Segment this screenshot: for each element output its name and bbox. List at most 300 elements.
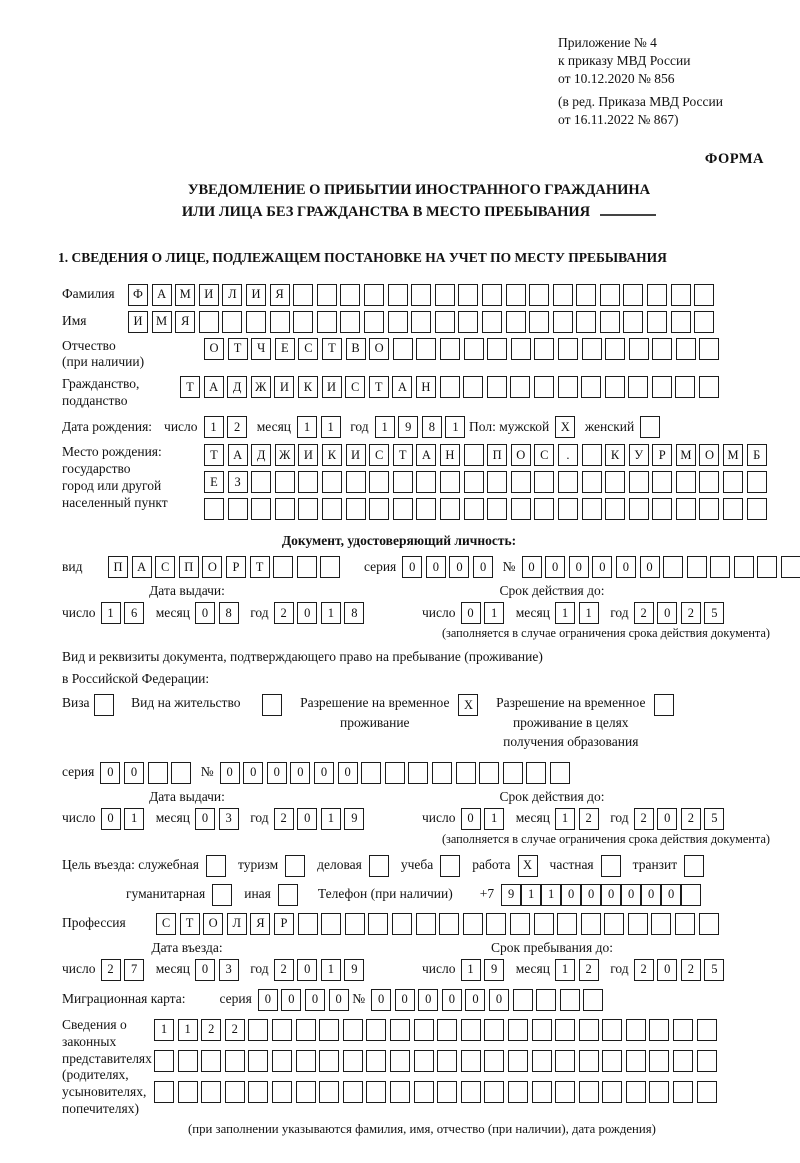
- form-cell[interactable]: [346, 498, 366, 520]
- form-cell[interactable]: 0: [641, 884, 661, 906]
- form-cell[interactable]: [628, 376, 648, 398]
- form-cell[interactable]: 0: [601, 884, 621, 906]
- form-cell[interactable]: Л: [222, 284, 242, 306]
- form-cell[interactable]: Т: [228, 338, 248, 360]
- form-cell[interactable]: [534, 338, 554, 360]
- form-cell[interactable]: [747, 498, 767, 520]
- form-cell[interactable]: 0: [581, 884, 601, 906]
- form-cell[interactable]: [579, 1081, 599, 1103]
- form-cell[interactable]: [272, 1019, 292, 1041]
- form-cell[interactable]: С: [369, 444, 389, 466]
- form-cell[interactable]: [484, 1050, 504, 1072]
- form-cell[interactable]: [393, 498, 413, 520]
- form-cell[interactable]: Т: [393, 444, 413, 466]
- purpose-other-checkbox[interactable]: [278, 884, 298, 906]
- doc-number-boxes[interactable]: [522, 556, 800, 578]
- residence-permit-checkbox[interactable]: [262, 694, 282, 716]
- form-cell[interactable]: [649, 1050, 669, 1072]
- form-cell[interactable]: П: [108, 556, 128, 578]
- form-cell[interactable]: [647, 311, 667, 333]
- form-cell[interactable]: 0: [100, 762, 120, 784]
- form-cell[interactable]: 1: [461, 959, 481, 981]
- representatives-row1[interactable]: [154, 1019, 720, 1041]
- form-cell[interactable]: 0: [101, 808, 121, 830]
- identity-issue-month[interactable]: [195, 602, 242, 624]
- form-cell[interactable]: [343, 1019, 363, 1041]
- form-cell[interactable]: [482, 284, 502, 306]
- purpose-tourism-checkbox[interactable]: [285, 855, 305, 877]
- form-cell[interactable]: [322, 471, 342, 493]
- form-cell[interactable]: [393, 338, 413, 360]
- form-cell[interactable]: Д: [251, 444, 271, 466]
- form-cell[interactable]: [390, 1019, 410, 1041]
- form-cell[interactable]: 0: [522, 556, 542, 578]
- form-cell[interactable]: [361, 762, 381, 784]
- form-cell[interactable]: [511, 338, 531, 360]
- form-cell[interactable]: Е: [204, 471, 224, 493]
- form-cell[interactable]: [534, 471, 554, 493]
- form-cell[interactable]: [440, 498, 460, 520]
- form-cell[interactable]: [275, 471, 295, 493]
- form-cell[interactable]: М: [152, 311, 172, 333]
- form-cell[interactable]: [555, 1081, 575, 1103]
- form-cell[interactable]: 0: [258, 989, 278, 1011]
- form-cell[interactable]: 2: [201, 1019, 221, 1041]
- form-cell[interactable]: [582, 498, 602, 520]
- form-cell[interactable]: 2: [579, 959, 599, 981]
- form-cell[interactable]: 1: [555, 959, 575, 981]
- form-cell[interactable]: 5: [704, 808, 724, 830]
- form-cell[interactable]: [558, 471, 578, 493]
- form-cell[interactable]: [555, 1019, 575, 1041]
- form-cell[interactable]: 0: [545, 556, 565, 578]
- form-cell[interactable]: [392, 913, 412, 935]
- form-cell[interactable]: [503, 762, 523, 784]
- form-cell[interactable]: [440, 471, 460, 493]
- form-cell[interactable]: 1: [375, 416, 395, 438]
- form-cell[interactable]: [532, 1019, 552, 1041]
- form-cell[interactable]: [675, 376, 695, 398]
- purpose-work-checkbox[interactable]: X: [518, 855, 538, 877]
- form-cell[interactable]: 0: [640, 556, 660, 578]
- form-cell[interactable]: 0: [371, 989, 391, 1011]
- form-cell[interactable]: [553, 284, 573, 306]
- form-cell[interactable]: [297, 556, 317, 578]
- form-cell[interactable]: 5: [704, 959, 724, 981]
- form-cell[interactable]: [673, 1081, 693, 1103]
- form-cell[interactable]: 1: [124, 808, 144, 830]
- form-cell[interactable]: [663, 556, 683, 578]
- form-cell[interactable]: П: [179, 556, 199, 578]
- form-cell[interactable]: [340, 311, 360, 333]
- form-cell[interactable]: 0: [592, 556, 612, 578]
- form-cell[interactable]: [550, 762, 570, 784]
- residence-series-boxes[interactable]: [100, 762, 194, 784]
- form-cell[interactable]: 2: [274, 602, 294, 624]
- form-cell[interactable]: [248, 1081, 268, 1103]
- form-cell[interactable]: 1: [541, 884, 561, 906]
- form-cell[interactable]: [511, 498, 531, 520]
- form-cell[interactable]: [699, 338, 719, 360]
- sex-male-checkbox[interactable]: X: [555, 416, 575, 438]
- form-cell[interactable]: 8: [422, 416, 442, 438]
- form-cell[interactable]: В: [346, 338, 366, 360]
- form-cell[interactable]: [747, 471, 767, 493]
- form-cell[interactable]: 1: [178, 1019, 198, 1041]
- form-cell[interactable]: 1: [484, 808, 504, 830]
- form-cell[interactable]: [652, 338, 672, 360]
- form-cell[interactable]: 0: [657, 602, 677, 624]
- form-cell[interactable]: .: [558, 444, 578, 466]
- form-cell[interactable]: [486, 913, 506, 935]
- form-cell[interactable]: 9: [344, 808, 364, 830]
- entry-day[interactable]: [101, 959, 148, 981]
- form-cell[interactable]: [694, 284, 714, 306]
- form-cell[interactable]: [319, 1019, 339, 1041]
- form-cell[interactable]: 8: [344, 602, 364, 624]
- birth-place-row3[interactable]: [204, 498, 770, 520]
- form-cell[interactable]: [463, 913, 483, 935]
- form-cell[interactable]: 0: [442, 989, 462, 1011]
- form-cell[interactable]: [676, 498, 696, 520]
- form-cell[interactable]: [225, 1081, 245, 1103]
- form-cell[interactable]: 1: [555, 602, 575, 624]
- form-cell[interactable]: [437, 1081, 457, 1103]
- form-cell[interactable]: 2: [274, 959, 294, 981]
- form-cell[interactable]: [435, 284, 455, 306]
- form-cell[interactable]: [513, 989, 533, 1011]
- form-cell[interactable]: 1: [321, 808, 341, 830]
- form-cell[interactable]: [623, 311, 643, 333]
- form-cell[interactable]: 0: [473, 556, 493, 578]
- form-cell[interactable]: [757, 556, 777, 578]
- form-cell[interactable]: [201, 1081, 221, 1103]
- form-cell[interactable]: [676, 471, 696, 493]
- sex-female-checkbox[interactable]: [640, 416, 660, 438]
- form-cell[interactable]: И: [128, 311, 148, 333]
- form-cell[interactable]: И: [322, 376, 342, 398]
- form-cell[interactable]: О: [202, 556, 222, 578]
- form-cell[interactable]: А: [392, 376, 412, 398]
- form-cell[interactable]: Н: [440, 444, 460, 466]
- form-cell[interactable]: 1: [321, 416, 341, 438]
- form-cell[interactable]: [534, 913, 554, 935]
- form-cell[interactable]: Т: [369, 376, 389, 398]
- form-cell[interactable]: К: [322, 444, 342, 466]
- form-cell[interactable]: 0: [243, 762, 263, 784]
- form-cell[interactable]: [579, 1019, 599, 1041]
- form-cell[interactable]: 1: [521, 884, 541, 906]
- form-cell[interactable]: [272, 1050, 292, 1072]
- birth-day-boxes[interactable]: [204, 416, 251, 438]
- form-cell[interactable]: 9: [398, 416, 418, 438]
- birth-place-row1[interactable]: [204, 444, 770, 466]
- form-cell[interactable]: Т: [322, 338, 342, 360]
- form-cell[interactable]: 7: [124, 959, 144, 981]
- doc-series-boxes[interactable]: [402, 556, 496, 578]
- form-cell[interactable]: [319, 1081, 339, 1103]
- form-cell[interactable]: А: [152, 284, 172, 306]
- form-cell[interactable]: Р: [226, 556, 246, 578]
- form-cell[interactable]: [411, 284, 431, 306]
- residence-issue-day[interactable]: [101, 808, 148, 830]
- form-cell[interactable]: 0: [124, 762, 144, 784]
- form-cell[interactable]: [178, 1081, 198, 1103]
- form-cell[interactable]: [272, 1081, 292, 1103]
- form-cell[interactable]: [687, 556, 707, 578]
- residence-issue-month[interactable]: [195, 808, 242, 830]
- form-cell[interactable]: О: [204, 338, 224, 360]
- form-cell[interactable]: [526, 762, 546, 784]
- form-cell[interactable]: [511, 471, 531, 493]
- phone-boxes[interactable]: [501, 884, 701, 906]
- form-cell[interactable]: Ж: [251, 376, 271, 398]
- form-cell[interactable]: [479, 762, 499, 784]
- form-cell[interactable]: [440, 376, 460, 398]
- form-cell[interactable]: 1: [204, 416, 224, 438]
- form-cell[interactable]: [558, 376, 578, 398]
- form-cell[interactable]: 1: [154, 1019, 174, 1041]
- form-cell[interactable]: [532, 1050, 552, 1072]
- form-cell[interactable]: [560, 989, 580, 1011]
- form-cell[interactable]: 0: [426, 556, 446, 578]
- form-cell[interactable]: [534, 498, 554, 520]
- form-cell[interactable]: [605, 471, 625, 493]
- form-cell[interactable]: С: [345, 376, 365, 398]
- form-cell[interactable]: 0: [489, 989, 509, 1011]
- form-cell[interactable]: [154, 1050, 174, 1072]
- form-cell[interactable]: [484, 1019, 504, 1041]
- form-cell[interactable]: [602, 1050, 622, 1072]
- form-cell[interactable]: Т: [180, 376, 200, 398]
- form-cell[interactable]: [697, 1050, 717, 1072]
- form-cell[interactable]: [248, 1050, 268, 1072]
- stay-day[interactable]: [461, 959, 508, 981]
- form-cell[interactable]: [251, 471, 271, 493]
- form-cell[interactable]: 0: [281, 989, 301, 1011]
- form-cell[interactable]: [416, 498, 436, 520]
- form-cell[interactable]: 0: [661, 884, 681, 906]
- purpose-study-checkbox[interactable]: [440, 855, 460, 877]
- form-cell[interactable]: А: [204, 376, 224, 398]
- form-cell[interactable]: [529, 311, 549, 333]
- entry-year[interactable]: [274, 959, 368, 981]
- form-cell[interactable]: 0: [195, 808, 215, 830]
- form-cell[interactable]: [320, 556, 340, 578]
- form-cell[interactable]: 2: [579, 808, 599, 830]
- form-cell[interactable]: [416, 913, 436, 935]
- form-cell[interactable]: [464, 444, 484, 466]
- form-cell[interactable]: И: [274, 376, 294, 398]
- form-cell[interactable]: [676, 338, 696, 360]
- form-cell[interactable]: [464, 471, 484, 493]
- form-cell[interactable]: Я: [175, 311, 195, 333]
- surname-boxes[interactable]: [128, 284, 718, 306]
- form-cell[interactable]: [293, 311, 313, 333]
- identity-valid-day[interactable]: [461, 602, 508, 624]
- form-cell[interactable]: [534, 376, 554, 398]
- form-cell[interactable]: 2: [227, 416, 247, 438]
- form-cell[interactable]: 2: [274, 808, 294, 830]
- form-cell[interactable]: [366, 1019, 386, 1041]
- doc-type-boxes[interactable]: [108, 556, 344, 578]
- form-cell[interactable]: 1: [297, 416, 317, 438]
- form-cell[interactable]: [482, 311, 502, 333]
- form-cell[interactable]: [647, 284, 667, 306]
- form-cell[interactable]: [293, 284, 313, 306]
- form-cell[interactable]: Д: [227, 376, 247, 398]
- form-cell[interactable]: [343, 1081, 363, 1103]
- form-cell[interactable]: [461, 1019, 481, 1041]
- form-cell[interactable]: 0: [569, 556, 589, 578]
- form-cell[interactable]: [366, 1081, 386, 1103]
- form-cell[interactable]: 3: [219, 959, 239, 981]
- form-cell[interactable]: [579, 1050, 599, 1072]
- form-cell[interactable]: С: [155, 556, 175, 578]
- form-cell[interactable]: [345, 913, 365, 935]
- form-cell[interactable]: 2: [101, 959, 121, 981]
- form-cell[interactable]: [388, 311, 408, 333]
- form-cell[interactable]: И: [199, 284, 219, 306]
- form-cell[interactable]: [508, 1081, 528, 1103]
- form-cell[interactable]: [532, 1081, 552, 1103]
- visa-checkbox[interactable]: [94, 694, 114, 716]
- form-cell[interactable]: 0: [297, 959, 317, 981]
- form-cell[interactable]: 6: [124, 602, 144, 624]
- form-cell[interactable]: [675, 913, 695, 935]
- identity-valid-month[interactable]: [555, 602, 602, 624]
- form-cell[interactable]: [673, 1019, 693, 1041]
- form-cell[interactable]: [604, 913, 624, 935]
- form-cell[interactable]: [148, 762, 168, 784]
- profession-boxes[interactable]: [156, 913, 722, 935]
- form-cell[interactable]: [583, 989, 603, 1011]
- form-cell[interactable]: [440, 338, 460, 360]
- form-cell[interactable]: [605, 376, 625, 398]
- form-cell[interactable]: 1: [321, 959, 341, 981]
- form-cell[interactable]: М: [175, 284, 195, 306]
- stay-month[interactable]: [555, 959, 602, 981]
- form-cell[interactable]: Т: [180, 913, 200, 935]
- form-cell[interactable]: 9: [501, 884, 521, 906]
- form-cell[interactable]: [600, 284, 620, 306]
- form-cell[interactable]: [681, 884, 701, 906]
- purpose-transit-checkbox[interactable]: [684, 855, 704, 877]
- purpose-humanitarian-checkbox[interactable]: [212, 884, 232, 906]
- form-cell[interactable]: [671, 284, 691, 306]
- form-cell[interactable]: [368, 913, 388, 935]
- form-cell[interactable]: [298, 471, 318, 493]
- form-cell[interactable]: 0: [195, 959, 215, 981]
- form-cell[interactable]: [317, 284, 337, 306]
- form-cell[interactable]: О: [369, 338, 389, 360]
- form-cell[interactable]: [629, 471, 649, 493]
- temp-permit-edu-checkbox[interactable]: [654, 694, 674, 716]
- form-cell[interactable]: [508, 1050, 528, 1072]
- form-cell[interactable]: 1: [555, 808, 575, 830]
- migration-number-boxes[interactable]: [371, 989, 607, 1011]
- form-cell[interactable]: [602, 1081, 622, 1103]
- form-cell[interactable]: [458, 284, 478, 306]
- form-cell[interactable]: [298, 913, 318, 935]
- form-cell[interactable]: [248, 1019, 268, 1041]
- form-cell[interactable]: У: [629, 444, 649, 466]
- form-cell[interactable]: [710, 556, 730, 578]
- form-cell[interactable]: А: [228, 444, 248, 466]
- form-cell[interactable]: 3: [219, 808, 239, 830]
- form-cell[interactable]: 0: [449, 556, 469, 578]
- form-cell[interactable]: [456, 762, 476, 784]
- form-cell[interactable]: [487, 471, 507, 493]
- form-cell[interactable]: [508, 1019, 528, 1041]
- form-cell[interactable]: [623, 284, 643, 306]
- form-cell[interactable]: [388, 284, 408, 306]
- migration-series-boxes[interactable]: [258, 989, 352, 1011]
- form-cell[interactable]: [408, 762, 428, 784]
- form-cell[interactable]: [321, 913, 341, 935]
- form-cell[interactable]: [340, 284, 360, 306]
- form-cell[interactable]: [414, 1019, 434, 1041]
- form-cell[interactable]: [555, 1050, 575, 1072]
- form-cell[interactable]: [393, 471, 413, 493]
- representatives-row2[interactable]: [154, 1050, 720, 1072]
- form-cell[interactable]: А: [416, 444, 436, 466]
- form-cell[interactable]: [319, 1050, 339, 1072]
- form-cell[interactable]: К: [605, 444, 625, 466]
- form-cell[interactable]: 0: [314, 762, 334, 784]
- form-cell[interactable]: [463, 376, 483, 398]
- residence-number-boxes[interactable]: [220, 762, 574, 784]
- form-cell[interactable]: М: [676, 444, 696, 466]
- form-cell[interactable]: 0: [465, 989, 485, 1011]
- form-cell[interactable]: 2: [681, 602, 701, 624]
- form-cell[interactable]: [694, 311, 714, 333]
- form-cell[interactable]: Т: [204, 444, 224, 466]
- form-cell[interactable]: 0: [297, 602, 317, 624]
- form-cell[interactable]: [390, 1050, 410, 1072]
- form-cell[interactable]: Т: [250, 556, 270, 578]
- form-cell[interactable]: [251, 498, 271, 520]
- form-cell[interactable]: [697, 1081, 717, 1103]
- form-cell[interactable]: [506, 311, 526, 333]
- form-cell[interactable]: П: [487, 444, 507, 466]
- form-cell[interactable]: [558, 498, 578, 520]
- form-cell[interactable]: [699, 471, 719, 493]
- form-cell[interactable]: [317, 311, 337, 333]
- form-cell[interactable]: [629, 498, 649, 520]
- form-cell[interactable]: Я: [250, 913, 270, 935]
- form-cell[interactable]: Р: [652, 444, 672, 466]
- form-cell[interactable]: 0: [290, 762, 310, 784]
- form-cell[interactable]: [576, 311, 596, 333]
- identity-issue-day[interactable]: [101, 602, 148, 624]
- residence-valid-day[interactable]: [461, 808, 508, 830]
- form-cell[interactable]: 1: [101, 602, 121, 624]
- form-cell[interactable]: Н: [416, 376, 436, 398]
- form-cell[interactable]: 0: [195, 602, 215, 624]
- form-cell[interactable]: [416, 338, 436, 360]
- birth-place-row2[interactable]: [204, 471, 770, 493]
- form-cell[interactable]: [581, 376, 601, 398]
- form-cell[interactable]: [652, 376, 672, 398]
- form-cell[interactable]: [225, 1050, 245, 1072]
- form-cell[interactable]: [576, 284, 596, 306]
- form-cell[interactable]: О: [699, 444, 719, 466]
- form-cell[interactable]: [369, 498, 389, 520]
- form-cell[interactable]: 5: [704, 602, 724, 624]
- form-cell[interactable]: [651, 913, 671, 935]
- form-cell[interactable]: [699, 498, 719, 520]
